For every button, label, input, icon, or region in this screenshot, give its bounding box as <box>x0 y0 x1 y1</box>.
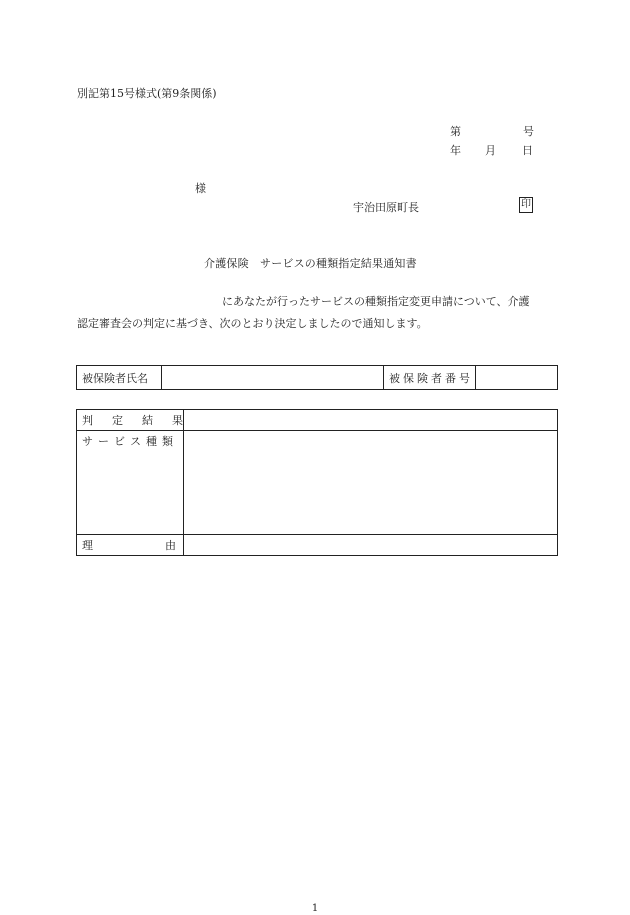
service-type-label <box>77 431 184 535</box>
addressee-suffix: 様 <box>195 182 206 195</box>
date-month: 月 <box>485 144 496 157</box>
notice-body-line-1: にあなたが行ったサービスの種類指定変更申請について、介護 <box>222 295 530 308</box>
date-day: 日 <box>522 144 533 157</box>
page-number: 1 <box>311 903 319 914</box>
judgment-field[interactable] <box>184 410 558 431</box>
number-prefix: 第 <box>450 125 461 138</box>
insured-number-label <box>384 366 476 390</box>
judgment-result-table <box>76 409 558 556</box>
insured-name-label: 被保険者氏名 <box>77 366 162 390</box>
insured-number-field[interactable] <box>476 366 558 390</box>
issuer-name: 宇治田原町長 <box>353 201 419 214</box>
seal-mark: 印 <box>519 197 533 213</box>
notice-body-line-2: 認定審査会の判定に基づき、次のとおり決定しましたので通知します。 <box>77 317 428 330</box>
judgment-label-text: 判定結果 <box>82 414 202 427</box>
service-type-field[interactable] <box>184 431 558 535</box>
form-reference: 別記第15号様式(第9条関係) <box>77 87 217 100</box>
service-type-label-text: サービス種類 <box>82 435 178 448</box>
reason-label <box>77 535 248 556</box>
notice-body <box>77 291 557 335</box>
insured-person-table <box>76 365 558 390</box>
reason-label-text: 理由 <box>82 539 248 552</box>
judgment-label <box>77 410 202 431</box>
insured-number-label-text: 被保険者番号 <box>389 371 473 385</box>
number-suffix: 号 <box>523 125 534 138</box>
document-title: 介護保険 サービスの種類指定結果通知書 <box>204 257 417 270</box>
insured-name-field[interactable] <box>162 366 384 390</box>
date-year: 年 <box>450 144 461 157</box>
